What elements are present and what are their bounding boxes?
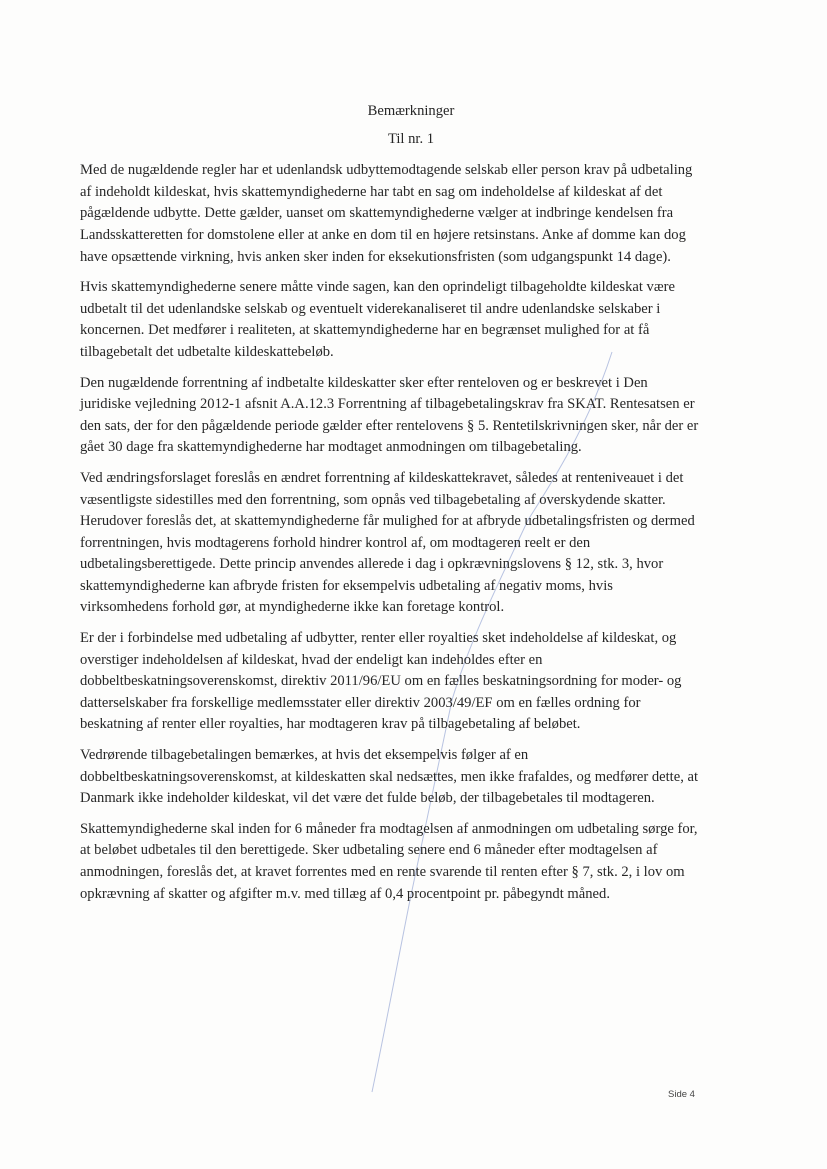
document-body	[80, 101, 702, 914]
page-number: Side 4	[668, 1089, 695, 1100]
paragraph-4: Ved ændringsforslaget foreslås en ændret forrentning af kildeskattekravet, således at renteniveauet i det væsentligste sidestilles med den forrentning, som opnås ved tilbagebetaling af overskydende skatter. Herudover foreslås det, at skattemyndighederne får mulighed for at afbryde udbetalingsfristen og dermed forrentningen, hvis modtagerens forhold hindrer kontrol af, om modtageren reelt er den udbetalingsberettigede. Dette princip anvendes allerede i dag i opkrævningslovens § 12, stk. 3, hvor skattemyndighederne kan afbryde fristen for eksempelvis udbetaling af negativ moms, hvis virksomhedens forhold gør, at myndighederne ikke kan foretage kontrol.	[80, 469, 695, 616]
document-subtitle: Til nr. 1	[387, 130, 435, 147]
paragraph-2: Hvis skattemyndighederne senere måtte vinde sagen, kan den oprindeligt tilbageholdte kildeskat være udbetalt til det udenlandske selskab og eventuelt viderekanaliseret til andre udenlandske selskaber i koncernen. Det medfører i realiteten, at skattemyndighederne har en begrænset mulighed for at få tilbagebetalt det udbetalte kildeskattebeløb.	[80, 279, 675, 360]
paragraph-1: Med de nugældende regler har et udenlandsk udbyttemodtagende selskab eller person krav på udbetaling af indeholdt kildeskat, hvis skattemyndighederne har tabt en sag om indeholdelse af kildeskat af det pågældende udbytte. Dette gælder, uanset om skattemyndighederne vælger at indbringe kendelsen fra Landsskatteretten for domstolene eller at anke en dom til en højere retsinstans. Anke af domme kan dog have opsættende virkning, hvis anken sker inden for eksekutionsfristen (som udgangspunkt 14 dage).	[80, 162, 693, 265]
paragraph-3: Den nugældende forrentning af indbetalte kildeskatter sker efter renteloven og er beskrevet i Den juridiske vejledning 2012-1 afsnit A.A.12.3 Forrentning af tilbagebetalingskrav fra SKAT. Rentesatsen er den sats, der for den pågældende periode gælder efter rentelovens § 5. Rentetilskrivningen sker, når der er gået 30 dage fra skattemyndighederne har modtaget anmodningen om tilbagebetaling.	[80, 374, 699, 456]
paragraph-5: Er der i forbindelse med udbetaling af udbytter, renter eller royalties sket indeholdelse af kildeskat, og overstiger indeholdelsen af kildeskat, hvad der endeligt kan indeholdes efter en dobbeltbeskatningsoverenskomst, direktiv 2011/96/EU om en fælles beskatningsordning for moder- og datterselskaber fra forskellige medlemsstater eller direktiv 2003/49/EF om en fælles ordning for beskatning af renter eller royalties, har modtageren krav på tilbagebetaling af beløbet.	[80, 630, 682, 733]
document-title: Bemærkninger	[367, 103, 455, 119]
paragraph-7: Skattemyndighederne skal inden for 6 måneder fra modtagelsen af anmodningen om udbetaling sørge for, at beløbet udbetales til den berettigede. Sker udbetaling senere end 6 måneder efter modtagelsen af anmodningen, foreslås det, at kravet forrentes med en rente svarende til renten efter § 7, stk. 2, i lov om opkrævning af skatter og afgifter m.v. med tillæg af 0,4 procentpoint pr. påbegyndt måned.	[80, 820, 698, 902]
paragraph-6: Vedrørende tilbagebetalingen bemærkes, at hvis det eksempelvis følger af en dobbeltbeskatningsoverenskomst, at kildeskatten skal nedsættes, men ikke frafaldes, og medfører dette, at Danmark ikke indeholder kildeskat, vil det være det fulde beløb, der tilbagebetales til modtageren.	[80, 747, 699, 807]
